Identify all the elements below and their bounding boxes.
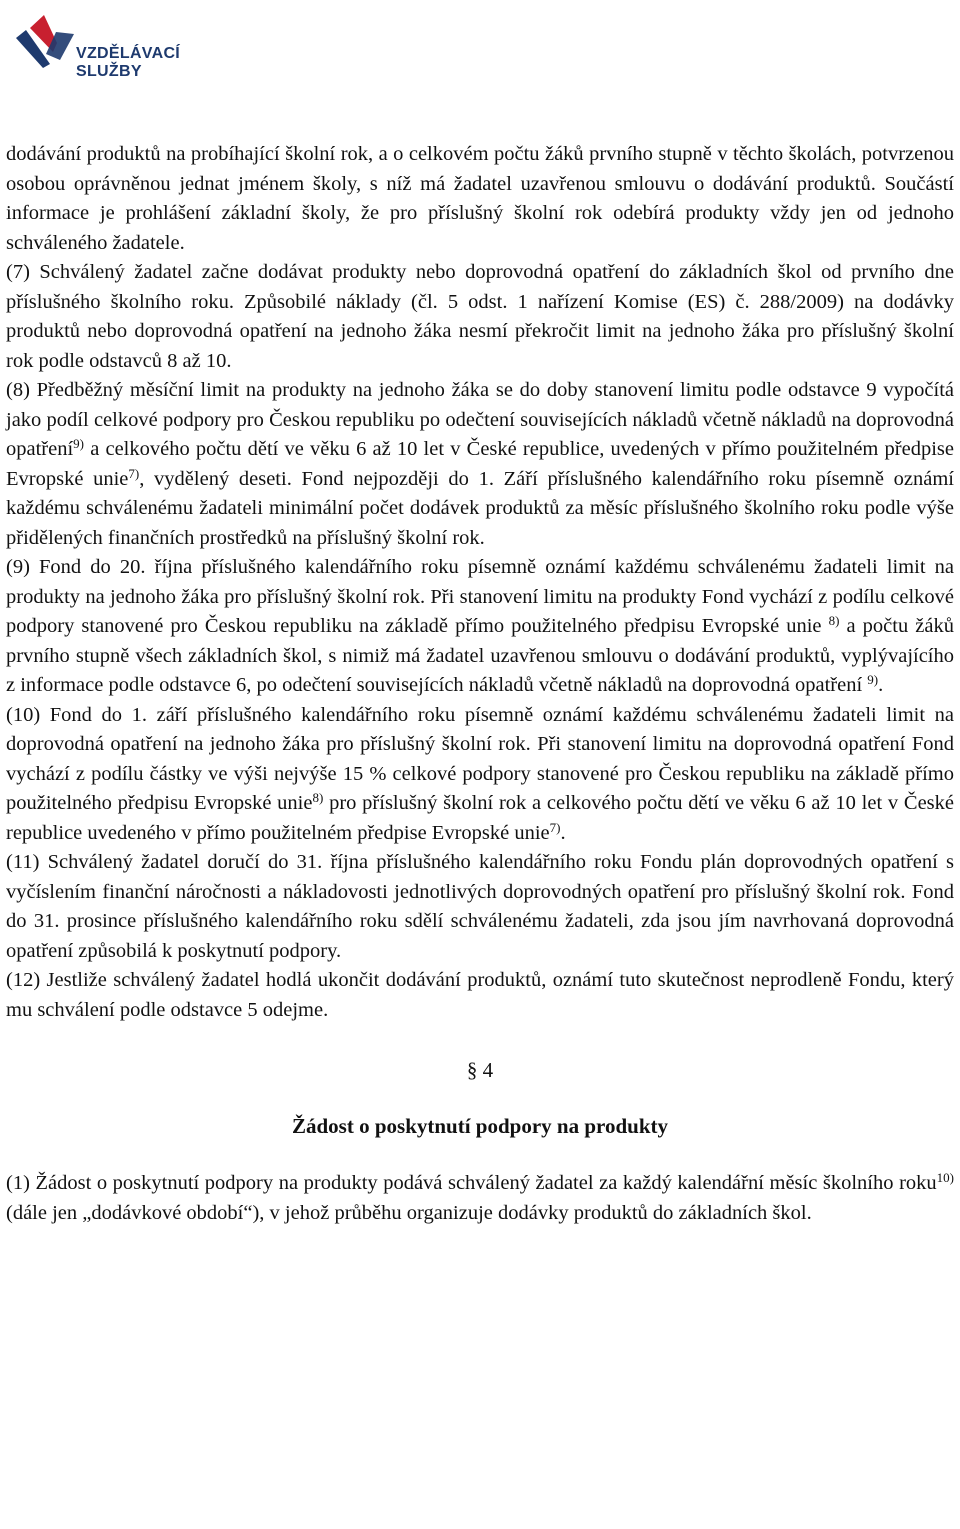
footnote-ref: 7) [128, 465, 140, 481]
paragraph-10-text-3: . [560, 821, 566, 844]
logo-line-1: VZDĚLÁVACÍ [76, 45, 181, 62]
paragraph-8-text-1: (8) Předběžný měsíční limit na produkty na jednoho žáka se do doby stanovení limitu podle odstavce 9 vypočítá jako podíl celkové podpory pro Českou republiku po odečtení souvisejících nákladů včetně nákladů na doprovodná opatření [6, 379, 954, 460]
paragraph-9 [6, 553, 954, 701]
paragraph-9-text-3: . [878, 674, 884, 696]
paragraph-10 [6, 701, 954, 849]
footnote-ref: 8) [312, 790, 324, 805]
footnote-ref: 7) [549, 819, 561, 835]
paragraph-10-text-2: pro příslušný školní rok a celkového počtu dětí ve věku 6 až 10 let v České republice uvedeného v přímo použitelném předpise Evropské unie [6, 792, 955, 844]
logo-text [76, 45, 180, 81]
paragraph-7: (7) Schválený žadatel začne dodávat produkty nebo doprovodná opatření do základních škol od prvního dne příslušného školního roku. Způsobilé náklady (čl. 5 odst. 1 nařízení Komise (ES) č. 288/2009) na dodávky produktů nebo doprovodná opatření na jednoho žáka nesmí překročit limit na jednoho žáka pro příslušný školní rok podle odstavců 8 až 10. [6, 261, 954, 372]
paragraph-1-text-1: (1) Žádost o poskytnutí podpory na produkty podává schválený žadatel za každý kalendářní měsíc školního roku [6, 1172, 937, 1194]
paragraph-9-text-2: a počtu žáků prvního stupně všech základních škol, s nimiž má žadatel uzavřenou smlouvu o dodávání produktů, vyplývajícího z informace podle odstavce 6, po odečtení souvisejících nákladů včetně nákladů na doprovodná opatření [6, 615, 954, 696]
document-body [6, 140, 954, 1228]
paragraph-9-text-1: (9) Fond do 20. října příslušného kalendářního roku písemně oznámí každému schválenému žadateli limit na produkty na jednoho žáka pro příslušný školní rok. Při stanovení limitu na produkty Fond vychází z podílu celkové podpory stanovené pro Českou republiku na základě přímo použitelného předpisu Evropské unie [6, 556, 954, 637]
logo-mark-icon [16, 12, 78, 70]
paragraph-1-request [6, 1169, 954, 1228]
paragraph-11: (11) Schválený žadatel doručí do 31. října příslušného kalendářního roku Fondu plán doprovodných opatření s vyčíslením finanční náročnosti a nákladovosti jednotlivých doprovodných opatření pro příslušný školní rok. Fond do 31. prosince příslušného kalendářního roku sdělí schválenému žadateli, zda jsou jím navrhovaná doprovodná opatření způsobilá k poskytnutí podpory. [6, 851, 954, 962]
section-title: Žádost o poskytnutí podpory na produkty [291, 1114, 668, 1138]
footnote-ref: 8) [828, 613, 840, 628]
paragraph-10-text-1: (10) Fond do 1. září příslušného kalendářního roku písemně oznámí každému schválenému žadateli limit na doprovodná opatření na jednoho žáka pro příslušný školní rok. Při stanovení limitu na doprovodná opatření Fond vychází z podílu částky ve výši nejvýše 15 % celkové podpory stanovené pro Českou republiku na základě přímo použitelného předpisu Evropské unie [6, 703, 954, 814]
paragraph-12: (12) Jestliže schválený žadatel hodlá ukončit dodávání produktů, oznámí tuto skutečnost neprodleně Fondu, který mu schválení podle odstavce 5 odejme. [6, 969, 954, 1021]
section-number: § 4 [466, 1058, 494, 1082]
logo [16, 12, 181, 92]
logo-line-2: SLUŽBY [76, 63, 142, 80]
paragraph-8 [6, 376, 954, 553]
footnote-ref: 9) [867, 672, 879, 687]
paragraph-8-text-2: a celkového počtu dětí ve věku 6 až 10 let v České republice, uvedených v přímo použitelném předpise Evropské unie [6, 438, 954, 490]
footnote-ref: 10) [936, 1170, 954, 1185]
footnote-ref: 9) [73, 436, 85, 451]
paragraph-1-text-2: (dále jen „dodávkové období“), v jehož průběhu organizuje dodávky produktů do základních škol. [6, 1201, 812, 1224]
paragraph-continuation: dodávání produktů na probíhající školní rok, a o celkovém počtu žáků prvního stupně v těchto školách, potvrzenou osobou oprávněnou jednat jménem školy, s níž má žadatel uzavřenou smlouvu o dodávání produktů. Součástí informace je prohlášení základní školy, že pro příslušný školní rok odebírá produkty vždy jen od jednoho schváleného žadatele. [6, 143, 954, 254]
paragraph-8-text-3: , vydělený deseti. Fond nejpozději do 1. Září příslušného kalendářního roku písemně oznámí každému schválenému žadateli minimální počet dodávek produktů za měsíc příslušného školního roku podle výše přidělených finančních prostředků na příslušný školní rok. [6, 467, 954, 549]
